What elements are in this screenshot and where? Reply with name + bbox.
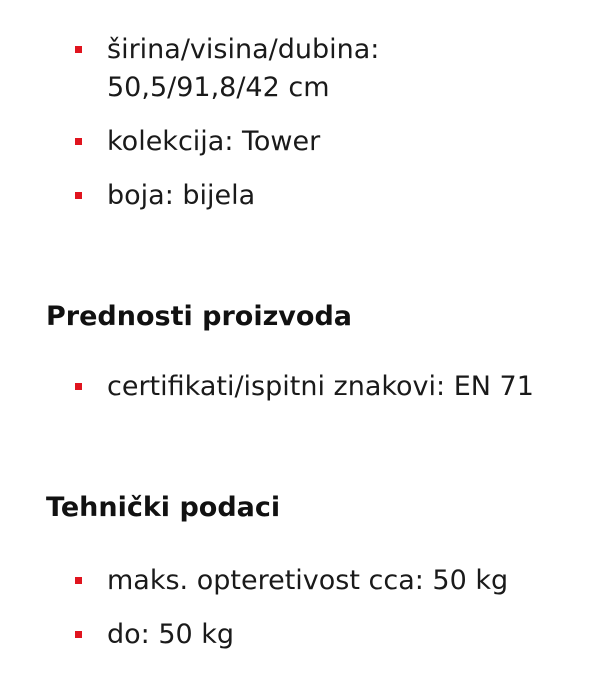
feature-list [0,31,613,215]
list-item-line: certifikati/ispitni znakovi: EN 71 [107,371,534,402]
list-item [0,177,613,215]
list-item [0,562,613,600]
bullet-icon [75,192,82,199]
list-item-line: 50,5/91,8/42 cm [107,72,330,103]
list-item-line: maks. opteretivost cca: 50 kg [107,565,509,596]
list-item-line: kolekcija: Tower [107,126,321,157]
bullet-icon [75,577,82,584]
bullet-icon [75,631,82,638]
section-title-technical: Tehnički podaci [46,492,281,523]
list-item [0,31,613,107]
list-item-line: boja: bijela [107,180,256,211]
list-item-line: do: 50 kg [107,619,235,650]
bullet-icon [75,138,82,145]
list-item [0,368,613,406]
technical-list [0,562,613,654]
section-title-advantages: Prednosti proizvoda [46,301,353,332]
bullet-icon [75,383,82,390]
list-item [0,123,613,161]
advantages-list [0,368,613,406]
list-item [0,616,613,654]
bullet-icon [75,46,82,53]
list-item-line: širina/visina/dubina: [107,34,380,65]
